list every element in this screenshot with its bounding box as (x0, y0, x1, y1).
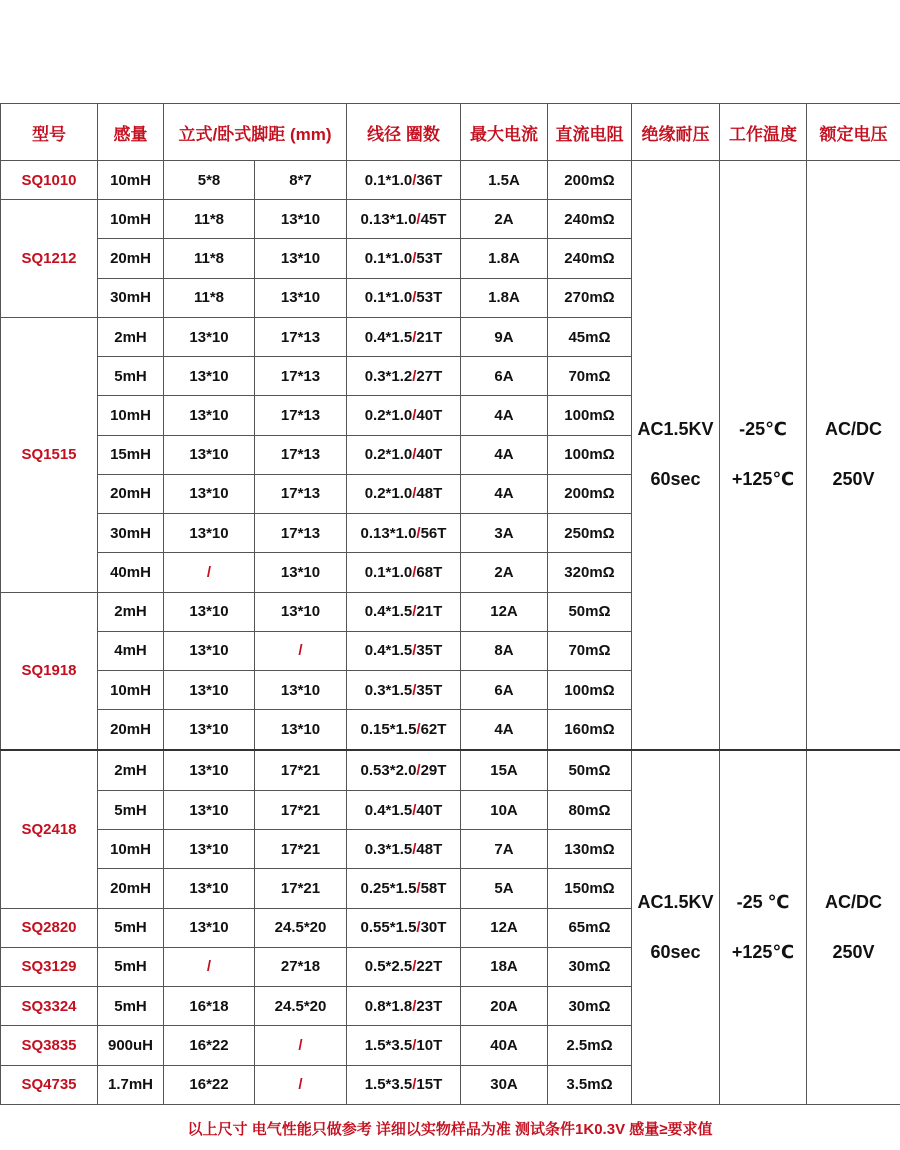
pitch-horizontal-cell: 13*10 (255, 239, 347, 278)
inductance-cell: 40mH (98, 553, 164, 592)
max-current-cell: 4A (461, 474, 548, 513)
max-current-cell: 12A (461, 908, 548, 947)
table-row (1, 161, 900, 200)
pitch-vertical-cell: 13*10 (164, 357, 255, 396)
wire-turns-cell (347, 987, 461, 1026)
operating-temp-cell-line1: -25 ℃ (736, 891, 790, 912)
max-current-cell: 1.8A (461, 239, 548, 278)
wire-spec: 0.3*1.5 (364, 681, 413, 699)
dc-resistance-cell: 30mΩ (548, 987, 632, 1026)
inductance-cell: 30mH (98, 514, 164, 553)
inductance-cell: 5mH (98, 790, 164, 829)
model-cell: SQ1212 (1, 200, 98, 318)
turns-count: 62T (420, 721, 447, 739)
pitch-horizontal-cell: 13*10 (255, 671, 347, 710)
inductance-cell: 10mH (98, 200, 164, 239)
pitch-horizontal-cell: 17*13 (255, 357, 347, 396)
model-cell: SQ3324 (1, 987, 98, 1026)
turns-count: 53T (416, 289, 443, 307)
insulation-voltage-cell-line1: AC1.5KV (637, 891, 714, 912)
turns-count: 23T (416, 997, 443, 1015)
turns-count: 45T (420, 210, 447, 228)
insulation-voltage-cell (632, 750, 720, 1104)
separator-slash: / (412, 642, 417, 660)
spec-table (0, 103, 900, 1105)
pitch-horizontal-cell: 27*18 (255, 947, 347, 986)
separator-slash: / (412, 407, 417, 425)
pitch-horizontal-cell: 17*13 (255, 435, 347, 474)
pitch-vertical-cell: 16*22 (164, 1065, 255, 1104)
wire-turns-cell (347, 631, 461, 670)
pitch-vertical-cell: 13*10 (164, 474, 255, 513)
header-insulation-voltage: 绝缘耐压 (632, 104, 720, 161)
footnote: 以上尺寸 电气性能只做参考 详细以实物样品为准 测试条件1K0.3V 感量≥要求值 (187, 1121, 713, 1138)
separator-slash: / (412, 250, 417, 268)
separator-slash: / (412, 1036, 417, 1054)
wire-spec: 0.55*1.5 (360, 919, 417, 937)
operating-temp-cell-line2: +125℃ (731, 941, 795, 962)
inductance-cell: 2mH (98, 317, 164, 356)
header-model: 型号 (1, 104, 98, 161)
wire-spec: 0.3*1.5 (364, 840, 413, 858)
wire-turns-cell (347, 908, 461, 947)
wire-spec: 0.13*1.0 (360, 524, 417, 542)
header-row (1, 104, 900, 161)
wire-turns-cell (347, 317, 461, 356)
dc-resistance-cell: 200mΩ (548, 474, 632, 513)
dc-resistance-cell: 320mΩ (548, 553, 632, 592)
max-current-cell: 8A (461, 631, 548, 670)
model-cell: SQ1918 (1, 592, 98, 750)
pitch-vertical-cell: / (164, 553, 255, 592)
max-current-cell: 2A (461, 553, 548, 592)
dc-resistance-cell: 100mΩ (548, 435, 632, 474)
max-current-cell: 6A (461, 671, 548, 710)
separator-slash: / (416, 210, 421, 228)
pitch-horizontal-cell: / (255, 1026, 347, 1065)
wire-turns-cell (347, 239, 461, 278)
max-current-cell: 9A (461, 317, 548, 356)
wire-spec: 0.2*1.0 (364, 446, 413, 464)
inductance-cell: 5mH (98, 987, 164, 1026)
turns-count: 29T (420, 762, 447, 780)
turns-count: 53T (416, 250, 443, 268)
model-cell: SQ2820 (1, 908, 98, 947)
table-row (1, 750, 900, 790)
wire-turns-cell (347, 947, 461, 986)
turns-count: 27T (416, 367, 443, 385)
separator-slash: / (412, 485, 417, 503)
pitch-horizontal-cell: 24.5*20 (255, 987, 347, 1026)
inductance-cell: 20mH (98, 710, 164, 750)
rated-voltage-cell-line1: AC/DC (825, 891, 882, 912)
rated-voltage-cell (807, 161, 900, 751)
wire-turns-cell (347, 671, 461, 710)
pitch-vertical-cell: 13*10 (164, 830, 255, 869)
inductance-cell: 20mH (98, 474, 164, 513)
wire-turns-cell (347, 1026, 461, 1065)
operating-temp-cell-line1: -25℃ (739, 419, 787, 440)
wire-spec: 0.53*2.0 (360, 762, 417, 780)
max-current-cell: 4A (461, 435, 548, 474)
turns-count: 36T (416, 171, 443, 189)
inductance-cell: 2mH (98, 592, 164, 631)
pitch-vertical-cell: 13*10 (164, 514, 255, 553)
separator-slash: / (416, 721, 421, 739)
wire-turns-cell (347, 514, 461, 553)
dc-resistance-cell: 160mΩ (548, 710, 632, 750)
model-cell: SQ3129 (1, 947, 98, 986)
insulation-voltage-cell (632, 161, 720, 751)
max-current-cell: 18A (461, 947, 548, 986)
dc-resistance-cell: 200mΩ (548, 161, 632, 200)
operating-temp-cell (720, 161, 807, 751)
pitch-horizontal-cell: 17*21 (255, 869, 347, 908)
turns-count: 30T (420, 919, 447, 937)
wire-turns-cell (347, 435, 461, 474)
pitch-vertical-cell: 13*10 (164, 869, 255, 908)
dc-resistance-cell: 70mΩ (548, 357, 632, 396)
turns-count: 15T (416, 1076, 443, 1094)
dc-resistance-cell: 2.5mΩ (548, 1026, 632, 1065)
header-pitch: 立式/卧式脚距 (mm) (164, 104, 347, 161)
pitch-horizontal-cell: 13*10 (255, 200, 347, 239)
inductance-cell: 15mH (98, 435, 164, 474)
wire-spec: 0.5*2.5 (364, 958, 413, 976)
pitch-horizontal-cell: 17*21 (255, 830, 347, 869)
wire-spec: 1.5*3.5 (364, 1076, 413, 1094)
max-current-cell: 20A (461, 987, 548, 1026)
pitch-horizontal-cell: 17*13 (255, 514, 347, 553)
wire-turns-cell (347, 1065, 461, 1104)
dc-resistance-cell: 65mΩ (548, 908, 632, 947)
dc-resistance-cell: 70mΩ (548, 631, 632, 670)
inductance-cell: 1.7mH (98, 1065, 164, 1104)
inductance-cell: 30mH (98, 278, 164, 317)
inductance-cell: 4mH (98, 631, 164, 670)
pitch-vertical-cell: 11*8 (164, 239, 255, 278)
separator-slash: / (412, 958, 417, 976)
max-current-cell: 5A (461, 869, 548, 908)
turns-count: 21T (416, 328, 443, 346)
pitch-horizontal-cell: 13*10 (255, 278, 347, 317)
wire-turns-cell (347, 750, 461, 790)
dc-resistance-cell: 80mΩ (548, 790, 632, 829)
dc-resistance-cell: 100mΩ (548, 396, 632, 435)
pitch-vertical-cell: 13*10 (164, 592, 255, 631)
wire-spec: 0.1*1.0 (364, 171, 413, 189)
turns-count: 40T (416, 446, 443, 464)
separator-slash: / (412, 1076, 417, 1094)
max-current-cell: 10A (461, 790, 548, 829)
pitch-vertical-cell: 16*18 (164, 987, 255, 1026)
wire-spec: 0.15*1.5 (360, 721, 417, 739)
turns-count: 10T (416, 1036, 443, 1054)
operating-temp-cell (720, 750, 807, 1104)
dc-resistance-cell: 130mΩ (548, 830, 632, 869)
separator-slash: / (416, 762, 421, 780)
separator-slash: / (412, 171, 417, 189)
separator-slash: / (416, 880, 421, 898)
pitch-vertical-cell: / (164, 947, 255, 986)
wire-spec: 0.4*1.5 (364, 328, 413, 346)
pitch-horizontal-cell: 17*21 (255, 790, 347, 829)
max-current-cell: 3A (461, 514, 548, 553)
inductance-cell: 10mH (98, 671, 164, 710)
inductance-cell: 20mH (98, 869, 164, 908)
header-inductance: 感量 (98, 104, 164, 161)
pitch-vertical-cell: 13*10 (164, 671, 255, 710)
turns-count: 40T (416, 801, 443, 819)
dc-resistance-cell: 50mΩ (548, 750, 632, 790)
wire-spec: 0.1*1.0 (364, 250, 413, 268)
dc-resistance-cell: 240mΩ (548, 200, 632, 239)
inductance-cell: 5mH (98, 908, 164, 947)
max-current-cell: 7A (461, 830, 548, 869)
wire-turns-cell (347, 474, 461, 513)
wire-spec: 0.2*1.0 (364, 485, 413, 503)
wire-turns-cell (347, 553, 461, 592)
model-cell: SQ1010 (1, 161, 98, 200)
separator-slash: / (412, 603, 417, 621)
dc-resistance-cell: 150mΩ (548, 869, 632, 908)
turns-count: 68T (416, 563, 443, 581)
max-current-cell: 30A (461, 1065, 548, 1104)
table-body (1, 161, 900, 1105)
max-current-cell: 2A (461, 200, 548, 239)
dc-resistance-cell: 270mΩ (548, 278, 632, 317)
pitch-vertical-cell: 5*8 (164, 161, 255, 200)
turns-count: 56T (420, 524, 447, 542)
separator-slash: / (412, 681, 417, 699)
dc-resistance-cell: 50mΩ (548, 592, 632, 631)
turns-count: 48T (416, 840, 443, 858)
turns-count: 40T (416, 407, 443, 425)
max-current-cell: 15A (461, 750, 548, 790)
wire-spec: 0.4*1.5 (364, 603, 413, 621)
rated-voltage-cell-line2: 250V (832, 941, 875, 962)
model-cell: SQ4735 (1, 1065, 98, 1104)
header-dc-resistance: 直流电阻 (548, 104, 632, 161)
turns-count: 22T (416, 958, 443, 976)
wire-spec: 1.5*3.5 (364, 1036, 413, 1054)
wire-spec: 0.1*1.0 (364, 563, 413, 581)
turns-count: 48T (416, 485, 443, 503)
dc-resistance-cell: 240mΩ (548, 239, 632, 278)
pitch-vertical-cell: 13*10 (164, 631, 255, 670)
pitch-vertical-cell: 13*10 (164, 317, 255, 356)
separator-slash: / (412, 997, 417, 1015)
max-current-cell: 40A (461, 1026, 548, 1065)
pitch-vertical-cell: 13*10 (164, 710, 255, 750)
turns-count: 35T (416, 642, 443, 660)
pitch-horizontal-cell: 24.5*20 (255, 908, 347, 947)
wire-turns-cell (347, 869, 461, 908)
max-current-cell: 4A (461, 710, 548, 750)
wire-spec: 0.3*1.2 (364, 367, 413, 385)
inductance-cell: 2mH (98, 750, 164, 790)
inductance-cell: 5mH (98, 357, 164, 396)
wire-spec: 0.8*1.8 (364, 997, 413, 1015)
pitch-horizontal-cell: 8*7 (255, 161, 347, 200)
header-rated-voltage: 额定电压 (807, 104, 900, 161)
model-cell: SQ2418 (1, 750, 98, 908)
turns-count: 58T (420, 880, 447, 898)
separator-slash: / (412, 840, 417, 858)
inductance-cell: 10mH (98, 396, 164, 435)
wire-turns-cell (347, 710, 461, 750)
wire-turns-cell (347, 830, 461, 869)
operating-temp-cell-line2: +125℃ (731, 469, 795, 490)
pitch-vertical-cell: 13*10 (164, 396, 255, 435)
wire-spec: 0.4*1.5 (364, 642, 413, 660)
header-max-current: 最大电流 (461, 104, 548, 161)
pitch-horizontal-cell: 17*13 (255, 317, 347, 356)
turns-count: 21T (416, 603, 443, 621)
max-current-cell: 1.8A (461, 278, 548, 317)
separator-slash: / (412, 367, 417, 385)
pitch-horizontal-cell: 17*21 (255, 750, 347, 790)
wire-turns-cell (347, 161, 461, 200)
pitch-horizontal-cell: 17*13 (255, 474, 347, 513)
dc-resistance-cell: 30mΩ (548, 947, 632, 986)
separator-slash: / (416, 919, 421, 937)
wire-turns-cell (347, 592, 461, 631)
wire-turns-cell (347, 396, 461, 435)
max-current-cell: 4A (461, 396, 548, 435)
inductance-cell: 900uH (98, 1026, 164, 1065)
turns-count: 35T (416, 681, 443, 699)
model-cell: SQ1515 (1, 317, 98, 592)
wire-turns-cell (347, 278, 461, 317)
wire-turns-cell (347, 200, 461, 239)
separator-slash: / (412, 446, 417, 464)
header-operating-temp: 工作温度 (720, 104, 807, 161)
max-current-cell: 6A (461, 357, 548, 396)
max-current-cell: 1.5A (461, 161, 548, 200)
pitch-vertical-cell: 13*10 (164, 908, 255, 947)
pitch-vertical-cell: 13*10 (164, 435, 255, 474)
dc-resistance-cell: 250mΩ (548, 514, 632, 553)
wire-turns-cell (347, 790, 461, 829)
pitch-vertical-cell: 11*8 (164, 200, 255, 239)
pitch-vertical-cell: 13*10 (164, 790, 255, 829)
pitch-horizontal-cell: 13*10 (255, 553, 347, 592)
dc-resistance-cell: 45mΩ (548, 317, 632, 356)
insulation-voltage-cell-line1: AC1.5KV (637, 419, 714, 440)
separator-slash: / (412, 328, 417, 346)
wire-spec: 0.4*1.5 (364, 801, 413, 819)
pitch-horizontal-cell: / (255, 631, 347, 670)
pitch-horizontal-cell: 17*13 (255, 396, 347, 435)
pitch-horizontal-cell: 13*10 (255, 592, 347, 631)
max-current-cell: 12A (461, 592, 548, 631)
pitch-horizontal-cell: / (255, 1065, 347, 1104)
header-wire-turns: 线径 圈数 (347, 104, 461, 161)
insulation-voltage-cell-line2: 60sec (650, 941, 701, 962)
separator-slash: / (412, 289, 417, 307)
inductance-cell: 5mH (98, 947, 164, 986)
separator-slash: / (412, 563, 417, 581)
insulation-voltage-cell-line2: 60sec (650, 469, 701, 490)
wire-turns-cell (347, 357, 461, 396)
dc-resistance-cell: 3.5mΩ (548, 1065, 632, 1104)
inductance-cell: 10mH (98, 161, 164, 200)
wire-spec: 0.13*1.0 (360, 210, 417, 228)
model-cell: SQ3835 (1, 1026, 98, 1065)
wire-spec: 0.2*1.0 (364, 407, 413, 425)
wire-spec: 0.25*1.5 (360, 880, 417, 898)
inductance-cell: 20mH (98, 239, 164, 278)
pitch-vertical-cell: 16*22 (164, 1026, 255, 1065)
pitch-horizontal-cell: 13*10 (255, 710, 347, 750)
dc-resistance-cell: 100mΩ (548, 671, 632, 710)
pitch-vertical-cell: 11*8 (164, 278, 255, 317)
inductance-cell: 10mH (98, 830, 164, 869)
rated-voltage-cell-line2: 250V (832, 469, 875, 490)
separator-slash: / (416, 524, 421, 542)
wire-spec: 0.1*1.0 (364, 289, 413, 307)
rated-voltage-cell-line1: AC/DC (825, 419, 882, 440)
separator-slash: / (412, 801, 417, 819)
rated-voltage-cell (807, 750, 900, 1104)
pitch-vertical-cell: 13*10 (164, 750, 255, 790)
